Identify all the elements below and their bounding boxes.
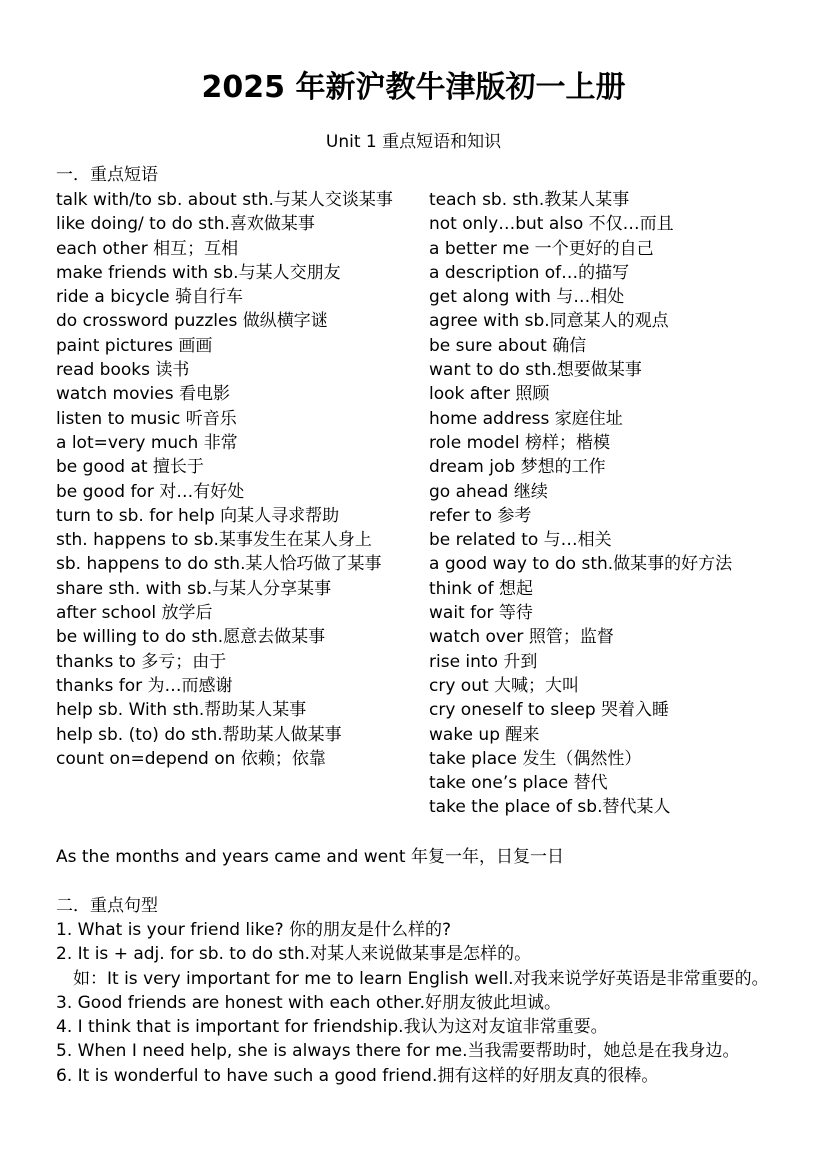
- phrase-item: do crossword puzzles 做纵横字谜: [56, 311, 328, 332]
- phrase-item: a lot=very much 非常: [56, 432, 238, 453]
- phrase-item: watch over 照管；监督: [429, 627, 614, 648]
- phrase-item: rise into 升到: [429, 651, 538, 672]
- phrase-item: teach sb. sth.教某人某事: [429, 190, 630, 210]
- phrase-item: like doing/ to do sth.喜欢做某事: [56, 214, 315, 235]
- phrase-item: each other 相互；互相: [56, 238, 239, 259]
- phrase-item: help sb. (to) do sth.帮助某人做某事: [56, 724, 342, 745]
- phrase-item: wait for 等待: [429, 603, 533, 624]
- section-heading-sentences: 二．重点句型: [56, 896, 158, 916]
- phrase-item: be related to 与…相关: [429, 530, 612, 551]
- phrase-item: sth. happens to sb.某事发生在某人身上: [56, 530, 372, 551]
- phrase-item: wake up 醒来: [429, 724, 540, 745]
- phrase-item: not only…but also 不仅…而且: [429, 214, 674, 235]
- phrase-item: share sth. with sb.与某人分享某事: [56, 578, 332, 599]
- phrase-item: be good for 对…有好处: [56, 481, 245, 502]
- phrase-item: be good at 擅长于: [56, 457, 204, 478]
- phrase-item: agree with sb.同意某人的观点: [429, 311, 669, 332]
- phrase-item: watch movies 看电影: [56, 384, 230, 405]
- section-heading-phrases: 一．重点短语: [56, 165, 158, 185]
- phrase-item: get along with 与…相处: [429, 287, 625, 308]
- sentence-item: 3. Good friends are honest with each other.好朋友彼此坦诚。: [56, 992, 562, 1013]
- sentence-item: 2. It is + adj. for sb. to do sth.对某人来说做某事是怎样的。: [56, 944, 532, 965]
- phrase-item: take the place of sb.替代某人: [429, 797, 671, 818]
- phrase-item: take place 发生（偶然性）: [429, 748, 642, 769]
- phrase-item: look after 照顾: [429, 384, 550, 405]
- phrase-item: count on=depend on 依赖；依靠: [56, 748, 326, 769]
- phrase-item: be willing to do sth.愿意去做某事: [56, 627, 326, 648]
- phrase-item: listen to music 听音乐: [56, 408, 237, 429]
- phrase-item: want to do sth.想要做某事: [429, 360, 642, 381]
- phrase-item: thanks to 多亏；由于: [56, 651, 227, 672]
- phrase-item: go ahead 继续: [429, 481, 548, 502]
- document-title: 2025 年新沪教牛津版初一上册: [201, 70, 626, 105]
- phrase-item: paint pictures 画画: [56, 335, 213, 356]
- phrase-column-left: [56, 188, 416, 771]
- sentence-list: [56, 918, 796, 1088]
- sentence-item: 1. What is your friend like? 你的朋友是什么样的?: [56, 920, 452, 940]
- phrase-item: home address 家庭住址: [429, 408, 623, 429]
- sentence-item: 5. When I need help, she is always there for me.当我需要帮助时，她总是在我身边。: [56, 1041, 740, 1062]
- phrase-item: a good way to do sth.做某事的好方法: [429, 554, 733, 575]
- sentence-item: 4. I think that is important for friendship.我认为这对友谊非常重要。: [56, 1017, 608, 1038]
- phrase-item: cry out 大喊；大叫: [429, 675, 580, 696]
- phrase-item: role model 榜样；楷模: [429, 432, 610, 453]
- phrase-item: be sure about 确信: [429, 335, 587, 356]
- sentence-item-example: 如：It is very important for me to learn English well.对我来说学好英语是非常重要的。: [56, 968, 769, 989]
- phrase-item: thanks for 为…而感谢: [56, 675, 233, 696]
- phrase-item: turn to sb. for help 向某人寻求帮助: [56, 505, 340, 526]
- phrase-item: make friends with sb.与某人交朋友: [56, 262, 341, 283]
- phrase-item: read books 读书: [56, 360, 190, 381]
- phrase-item: take one’s place 替代: [429, 773, 608, 794]
- phrase-item-full-width: As the months and years came and went 年复一年，日复一日: [56, 847, 564, 867]
- phrase-item: a description of…的描写: [429, 262, 630, 283]
- phrase-item: sb. happens to do sth.某人恰巧做了某事: [56, 554, 382, 575]
- phrase-item: help sb. With sth.帮助某人某事: [56, 700, 307, 721]
- phrase-item: ride a bicycle 骑自行车: [56, 287, 244, 308]
- phrase-item: after school 放学后: [56, 603, 213, 624]
- phrase-item: think of 想起: [429, 578, 533, 599]
- phrase-item: dream job 梦想的工作: [429, 457, 606, 478]
- sentence-item: 6. It is wonderful to have such a good friend.拥有这样的好朋友真的很棒。: [56, 1065, 659, 1086]
- phrase-item: talk with/to sb. about sth.与某人交谈某事: [56, 190, 393, 210]
- phrase-item: a better me 一个更好的自己: [429, 238, 654, 259]
- phrase-item: cry oneself to sleep 哭着入睡: [429, 700, 670, 721]
- document-subtitle: Unit 1 重点短语和知识: [325, 132, 502, 152]
- phrase-item: refer to 参考: [429, 505, 532, 526]
- phrase-column-right: [429, 188, 809, 820]
